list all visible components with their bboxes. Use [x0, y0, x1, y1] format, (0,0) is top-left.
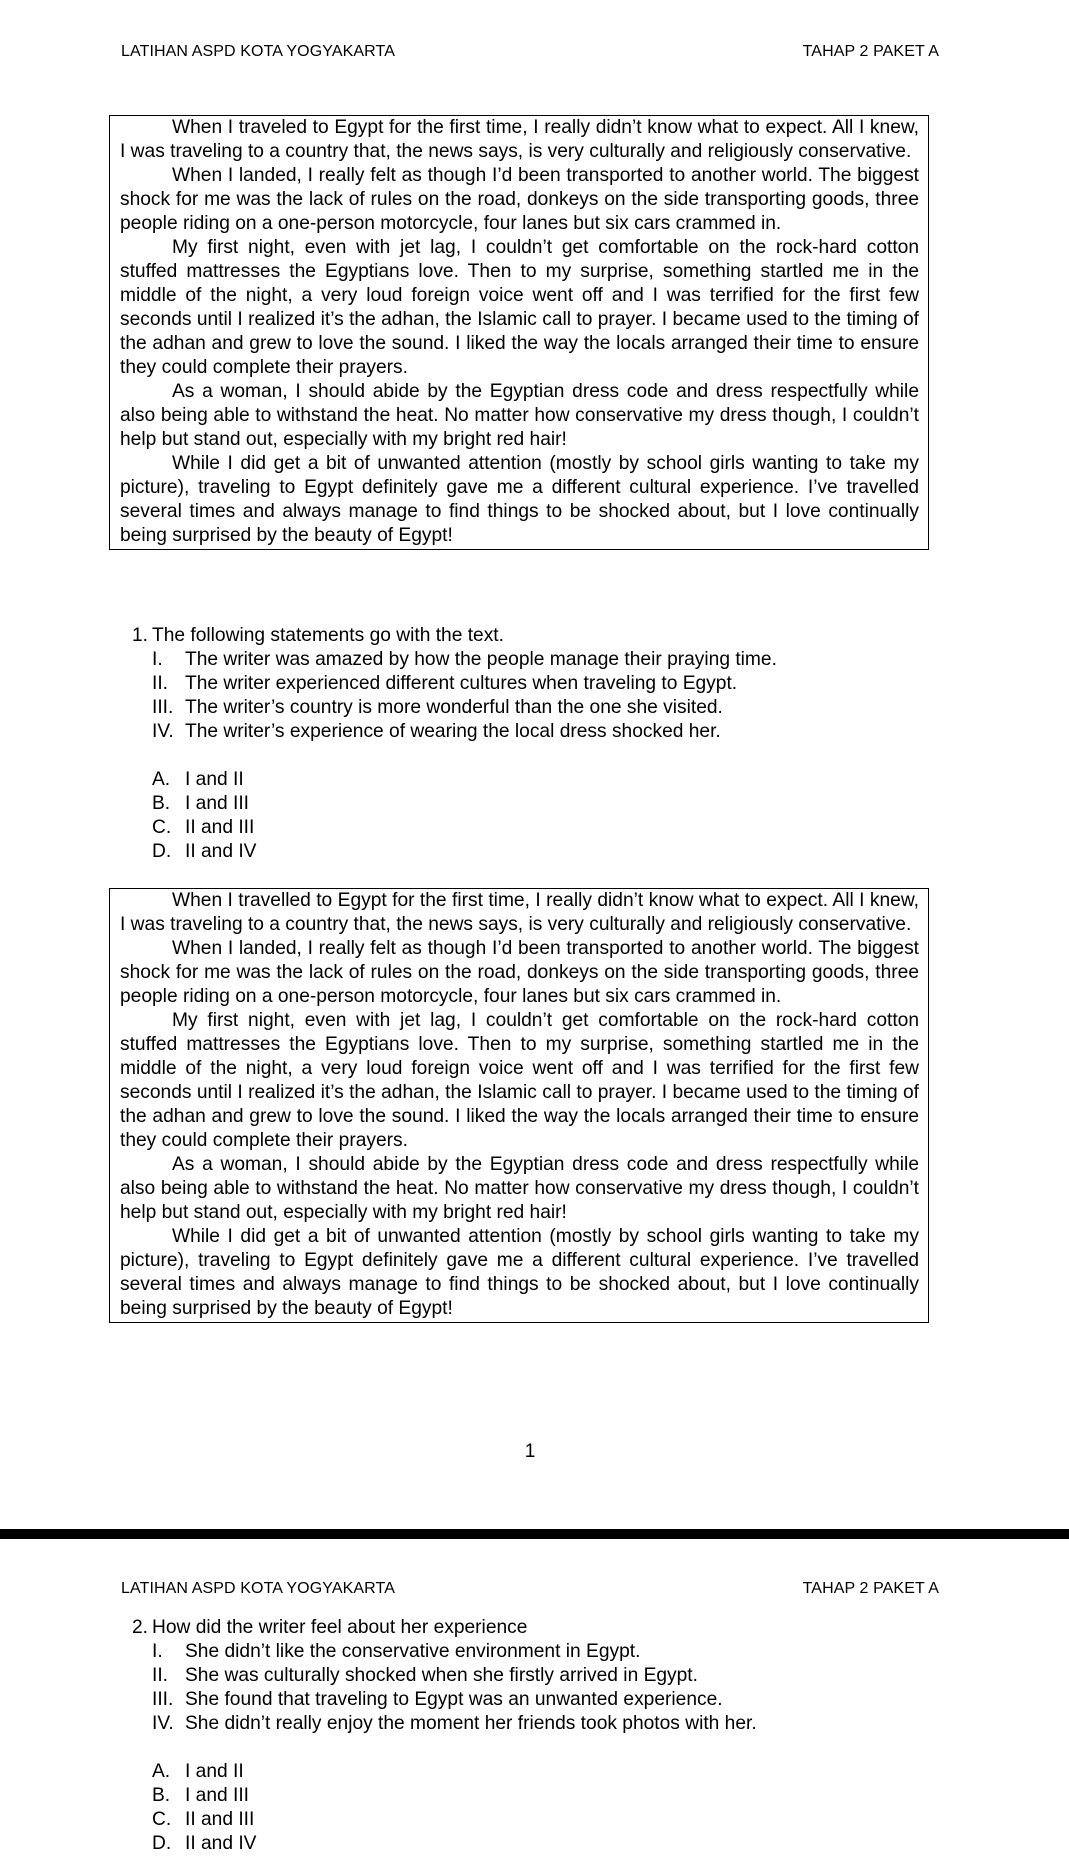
passage-paragraph: My first night, even with jet lag, I couldn’t get comfortable on the rock-hard cotton stuffed mattresses the Egyptians love. Then to my surprise, something startled me in the middle of the night, a very loud foreign voice went off and I was terrified for the first few seconds until I realized it’s the adhan, the Islamic call to prayer. I became used to the timing of the adhan and grew to love the sound. I liked the way the locals arranged their time to ensure they could complete their prayers. [120, 1010, 919, 1151]
question-text: How did the writer feel about her experience [152, 1617, 528, 1638]
passage-paragraph: While I did get a bit of unwanted attention (mostly by school girls wanting to take my picture), traveling to Egypt definitely gave me a different cultural experience. I’ve travelled several times and always manage to find things to be shocked about, but I love continually being surprised by the beauty of Egypt! [120, 1226, 919, 1319]
statement-list [152, 1640, 757, 1736]
question-number: 2. [132, 1617, 149, 1638]
statement-text: The writer was amazed by how the people manage their praying time. [185, 649, 777, 670]
option-text: II and III [185, 817, 255, 838]
question-stem [132, 624, 777, 648]
option-text: II and IV [185, 841, 257, 862]
passage-paragraph: When I travelled to Egypt for the first time, I really didn’t know what to expect. All I knew, I was traveling to a country that, the news says, is very culturally and religiously conservative. [120, 890, 919, 935]
passage-paragraph: When I traveled to Egypt for the first time, I really didn’t know what to expect. All I knew, I was traveling to a country that, the news says, is very culturally and religiously conservative. [120, 117, 919, 162]
statement-text: She was culturally shocked when she firstly arrived in Egypt. [185, 1665, 698, 1686]
passage-paragraph: As a woman, I should abide by the Egyptian dress code and dress respectfully while also being able to withstand the heat. No matter how conservative my dress though, I couldn’t help but stand out, especially with my bright red hair! [120, 1154, 919, 1223]
answer-option-b[interactable] [152, 1784, 757, 1808]
answer-options [152, 768, 777, 864]
statement-text: The writer experienced different cultures when traveling to Egypt. [185, 673, 738, 694]
header-title: LATIHAN ASPD KOTA YOGYAKARTA [121, 43, 395, 60]
option-letter: C. [152, 1809, 172, 1830]
option-letter: A. [152, 1761, 171, 1782]
answer-option-b[interactable] [152, 792, 777, 816]
answer-option-a[interactable] [152, 768, 777, 792]
statement-item [152, 1688, 757, 1712]
answer-options [152, 1760, 757, 1856]
header-package: TAHAP 2 PAKET A [802, 43, 939, 60]
option-text: I and III [185, 1785, 249, 1806]
statement-number: III. [152, 1689, 174, 1710]
statement-number: II. [152, 1665, 168, 1686]
option-letter: D. [152, 1833, 172, 1854]
option-letter: D. [152, 841, 172, 862]
question-2 [132, 1616, 757, 1856]
question-number: 1. [132, 625, 149, 646]
passage-paragraph: While I did get a bit of unwanted attention (mostly by school girls wanting to take my picture), traveling to Egypt definitely gave me a different cultural experience. I’ve travelled several times and always manage to find things to be shocked about, but I love continually being surprised by the beauty of Egypt! [120, 453, 919, 546]
statement-text: The writer’s country is more wonderful than the one she visited. [185, 697, 723, 718]
option-text: II and IV [185, 1833, 257, 1854]
answer-option-d[interactable] [152, 840, 777, 864]
passage-paragraph: When I landed, I really felt as though I’d been transported to another world. The biggest shock for me was the lack of rules on the road, donkeys on the side transporting goods, three people riding on a one-person motorcycle, four lanes but six cars crammed in. [120, 165, 919, 234]
reading-passage [109, 115, 929, 550]
answer-option-d[interactable] [152, 1832, 757, 1856]
statement-text: She didn’t really enjoy the moment her friends took photos with her. [185, 1713, 757, 1734]
statement-item [152, 1664, 757, 1688]
answer-option-c[interactable] [152, 1808, 757, 1832]
statement-text: The writer’s experience of wearing the local dress shocked her. [185, 721, 721, 742]
statement-number: III. [152, 697, 174, 718]
option-text: I and II [185, 1761, 244, 1782]
statement-number: IV. [152, 721, 174, 742]
statement-number: I. [152, 649, 163, 670]
statement-item [152, 720, 777, 744]
statement-number: IV. [152, 1713, 174, 1734]
header-title: LATIHAN ASPD KOTA YOGYAKARTA [121, 1580, 395, 1597]
statement-item [152, 672, 777, 696]
option-text: II and III [185, 1809, 255, 1830]
question-stem [132, 1616, 757, 1640]
option-text: I and II [185, 769, 244, 790]
answer-option-a[interactable] [152, 1760, 757, 1784]
statement-number: II. [152, 673, 168, 694]
option-letter: C. [152, 817, 172, 838]
statement-item [152, 1640, 757, 1664]
passage-paragraph: My first night, even with jet lag, I couldn’t get comfortable on the rock-hard cotton stuffed mattresses the Egyptians love. Then to my surprise, something startled me in the middle of the night, a very loud foreign voice went off and I was terrified for the first few seconds until I realized it’s the adhan, the Islamic call to prayer. I became used to the timing of the adhan and grew to love the sound. I liked the way the locals arranged their time to ensure they could complete their prayers. [120, 237, 919, 378]
option-text: I and III [185, 793, 249, 814]
question-text: The following statements go with the text. [152, 625, 504, 646]
statement-text: She found that traveling to Egypt was an unwanted experience. [185, 1689, 723, 1710]
statement-item [152, 1712, 757, 1736]
statement-number: I. [152, 1641, 163, 1662]
statement-item [152, 696, 777, 720]
statement-item [152, 648, 777, 672]
statement-list [152, 648, 777, 744]
question-1 [132, 624, 777, 864]
option-letter: B. [152, 793, 171, 814]
option-letter: A. [152, 769, 171, 790]
header-package: TAHAP 2 PAKET A [802, 1580, 939, 1597]
passage-paragraph: As a woman, I should abide by the Egyptian dress code and dress respectfully while also being able to withstand the heat. No matter how conservative my dress though, I couldn’t help but stand out, especially with my bright red hair! [120, 381, 919, 450]
statement-text: She didn’t like the conservative environment in Egypt. [185, 1641, 641, 1662]
answer-option-c[interactable] [152, 816, 777, 840]
option-letter: B. [152, 1785, 171, 1806]
passage-paragraph: When I landed, I really felt as though I’d been transported to another world. The biggest shock for me was the lack of rules on the road, donkeys on the side transporting goods, three people riding on a one-person motorcycle, four lanes but six cars crammed in. [120, 938, 919, 1007]
reading-passage [109, 888, 929, 1323]
page-divider [0, 1529, 1069, 1539]
page-number: 1 [524, 1441, 536, 1462]
